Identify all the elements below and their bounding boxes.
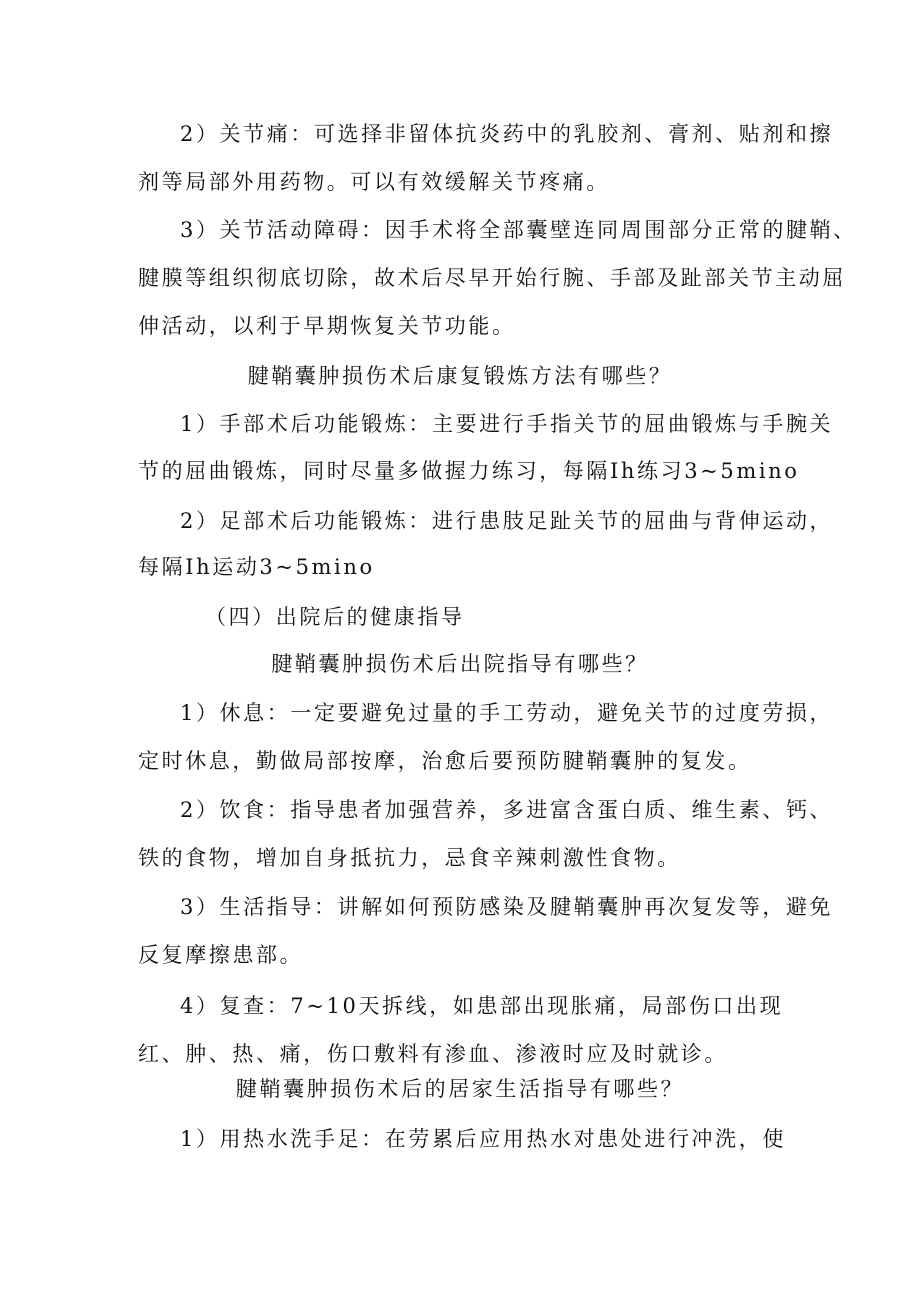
section-heading: （四）出院后的健康指导 [205,605,465,629]
paragraph-line: 伸活动，以利于早期恢复关节功能。 [138,314,516,338]
paragraph-line: 腱膜等组织彻底切除，故术后尽早开始行腕、手部及趾部关节主动屈 [138,266,846,290]
paragraph-line: 节的屈曲锻炼，同时尽量多做握力练习，每隔Ih练习3~5mino [138,459,800,483]
paragraph-line: 每隔Ih运动3~5mino [138,555,375,579]
paragraph-line: 反复摩擦患部。 [138,943,304,967]
section-question-heading: 腱鞘囊肿损伤术后出院指导有哪些？ [271,652,649,676]
paragraph-line: 1）用热水洗手足：在劳累后应用热水对患处进行冲洗，使 [180,1127,786,1151]
paragraph-line: 剂等局部外用药物。可以有效缓解关节疼痛。 [138,170,610,194]
section-question-heading: 腱鞘囊肿损伤术后康复锻炼方法有哪些？ [247,364,673,388]
paragraph-line: 3）生活指导：讲解如何预防感染及腱鞘囊肿再次复发等，避免 [180,895,834,919]
paragraph-line: 定时休息，勤做局部按摩，治愈后要预防腱鞘囊肿的复发。 [138,749,752,773]
paragraph-line: 3）关节活动障碍：因手术将全部囊壁连同周围部分正常的腱鞘、 [180,218,857,242]
paragraph-line: 1）手部术后功能锻炼：主要进行手指关节的屈曲锻炼与手腕关 [180,412,834,436]
paragraph-line: 4）复查：7~10天拆线，如患部出现胀痛，局部伤口出现 [180,994,784,1018]
section-question-heading: 腱鞘囊肿损伤术后的居家生活指导有哪些？ [235,1077,685,1101]
paragraph-line: 红、肿、热、痛，伤口敷料有渗血、渗液时应及时就诊。 [138,1042,728,1066]
paragraph-line: 1）休息：一定要避免过量的手工劳动，避免关节的过度劳损， [180,701,834,725]
paragraph-line: 铁的食物，增加自身抵抗力，忌食辛辣刺激性食物。 [138,846,681,870]
paragraph-line: 2）关节痛：可选择非留体抗炎药中的乳胶剂、膏剂、贴剂和擦 [180,122,834,146]
paragraph-line: 2）饮食：指导患者加强营养，多进富含蛋白质、维生素、钙、 [180,798,834,822]
paragraph-line: 2）足部术后功能锻炼：进行患肢足趾关节的屈曲与背伸运动， [180,509,834,533]
